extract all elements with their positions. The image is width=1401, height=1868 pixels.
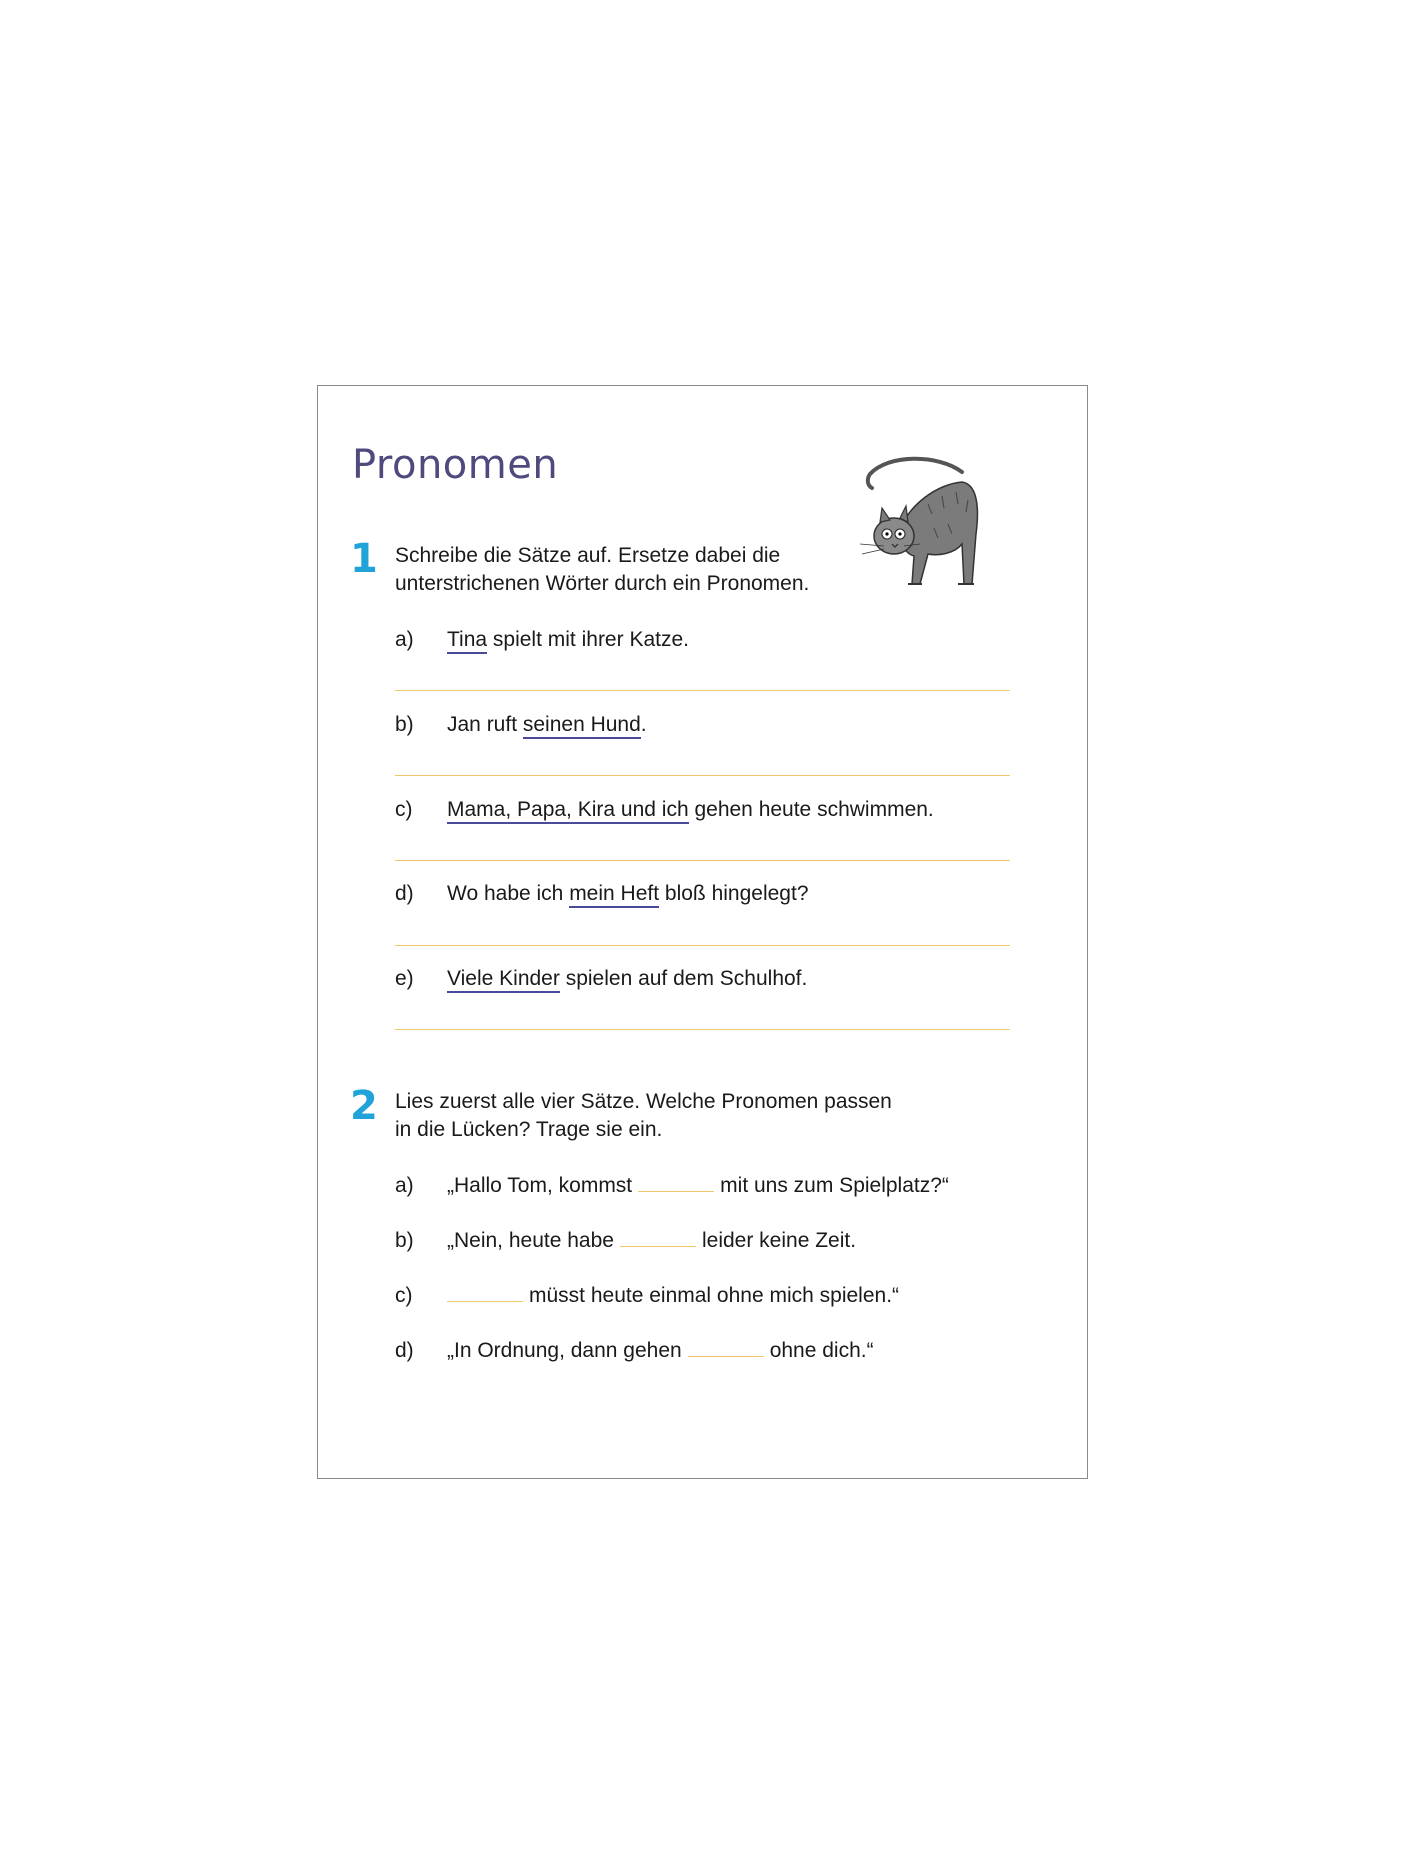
item-letter: c) <box>395 798 413 821</box>
instruction-line: Schreibe die Sätze auf. Ersetze dabei die <box>395 544 781 567</box>
item-letter: b) <box>395 713 414 736</box>
item-text: . <box>640 713 647 736</box>
item-text: bloß hingelegt? <box>659 882 809 905</box>
item-text: „In Ordnung, dann gehen <box>447 1339 682 1362</box>
item-text: müsst heute einmal ohne mich spielen.“ <box>529 1284 900 1307</box>
item-text: Jan ruft <box>447 713 523 736</box>
item-text: leider keine Zeit. <box>701 1229 857 1252</box>
task-1-item-c <box>395 796 934 824</box>
task-2-item-c <box>395 1282 899 1310</box>
item-letter: e) <box>395 967 414 990</box>
task-1-item-d <box>395 880 809 908</box>
task-1-instruction <box>395 542 809 598</box>
item-letter: d) <box>395 882 414 905</box>
underlined-words: seinen Hund <box>523 713 641 739</box>
task-2-item-b <box>395 1227 856 1255</box>
task-number-2: 2 <box>350 1083 378 1129</box>
underlined-words: Viele Kinder <box>447 967 560 993</box>
answer-line[interactable] <box>395 1029 1010 1030</box>
item-text: mit uns zum Spielplatz?“ <box>720 1174 949 1197</box>
gap-blank[interactable] <box>638 1173 714 1192</box>
item-text: Wo habe ich <box>447 882 570 905</box>
underlined-words: Mama, Papa, Kira und ich <box>447 798 689 824</box>
item-text: spielt mit ihrer Katze. <box>487 628 689 651</box>
answer-line[interactable] <box>395 690 1010 691</box>
task-2-instruction <box>395 1088 892 1144</box>
item-letter: d) <box>395 1339 414 1362</box>
item-letter: b) <box>395 1229 414 1252</box>
task-number-1: 1 <box>350 536 378 582</box>
gap-blank[interactable] <box>620 1228 696 1247</box>
instruction-line: Lies zuerst alle vier Sätze. Welche Pronomen passen <box>395 1090 892 1113</box>
underlined-words: Tina <box>447 628 487 654</box>
answer-line[interactable] <box>395 860 1010 861</box>
instruction-line: unterstrichenen Wörter durch ein Pronomen. <box>395 572 810 595</box>
item-text: „Nein, heute habe <box>447 1229 614 1252</box>
item-text: gehen heute schwimmen. <box>688 798 934 821</box>
item-letter: c) <box>395 1284 413 1307</box>
gap-blank[interactable] <box>447 1283 523 1302</box>
answer-line[interactable] <box>395 945 1010 946</box>
cat-illustration <box>858 444 988 604</box>
task-1-item-b <box>395 711 647 739</box>
underlined-words: mein Heft <box>569 882 659 908</box>
item-letter: a) <box>395 1174 414 1197</box>
task-2-item-d <box>395 1337 874 1365</box>
instruction-line: in die Lücken? Trage sie ein. <box>395 1118 663 1141</box>
item-text: ohne dich.“ <box>769 1339 874 1362</box>
item-letter: a) <box>395 628 414 651</box>
page-title: Pronomen <box>352 442 559 488</box>
item-text: „Hallo Tom, kommst <box>447 1174 633 1197</box>
task-1-item-e <box>395 965 807 993</box>
gap-blank[interactable] <box>688 1338 764 1357</box>
answer-line[interactable] <box>395 775 1010 776</box>
task-1-item-a <box>395 626 689 654</box>
task-2-item-a <box>395 1172 949 1200</box>
item-text: spielen auf dem Schulhof. <box>559 967 808 990</box>
worksheet <box>317 385 1088 1479</box>
